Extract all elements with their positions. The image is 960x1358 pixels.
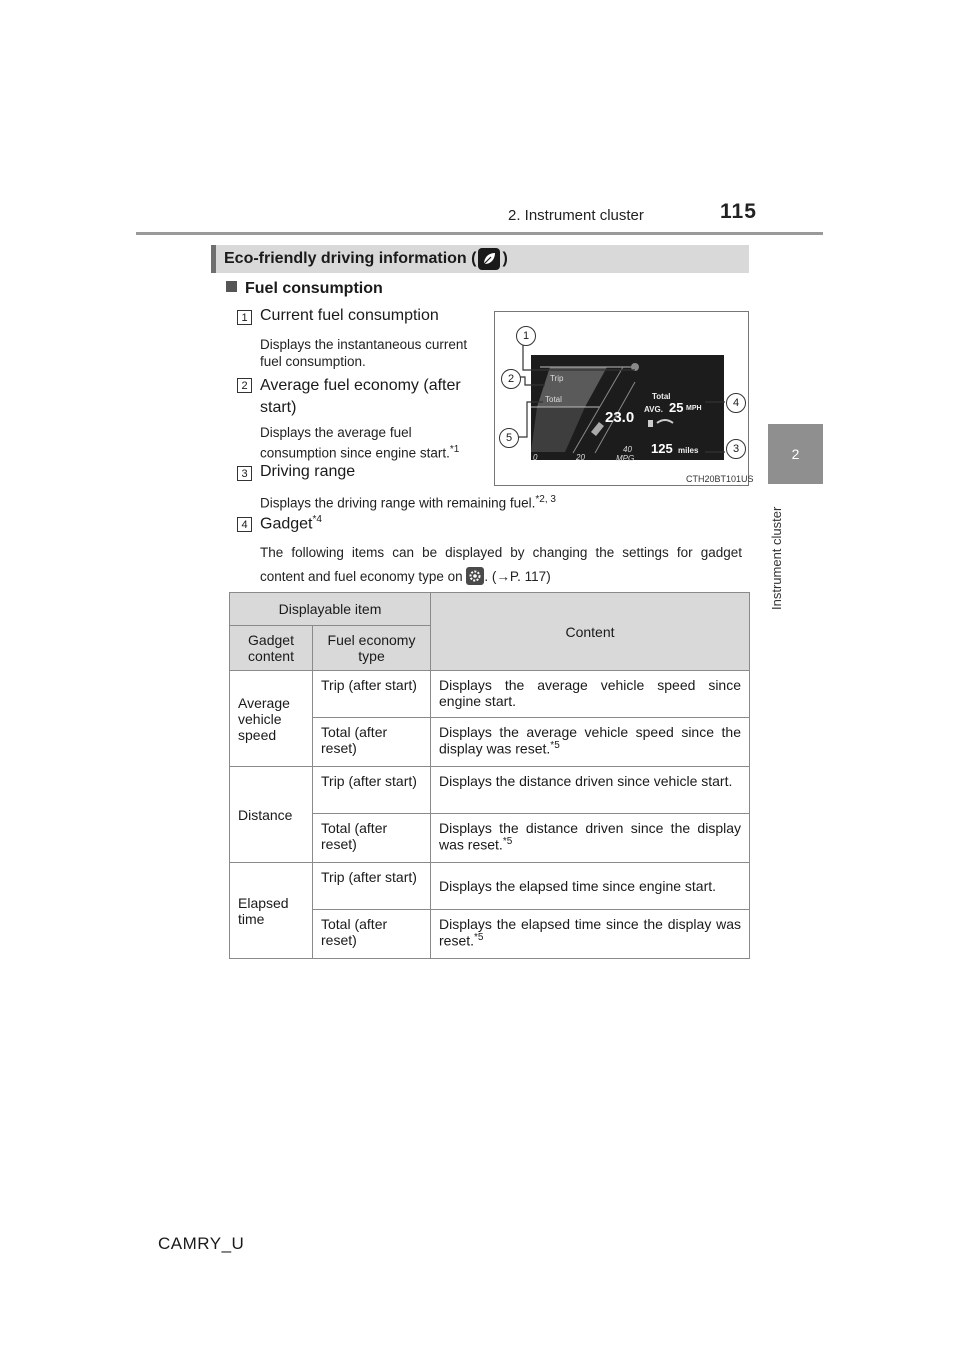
avg-speed-unit: MPH [686,405,702,412]
content-cell: Displays the distance driven since vehicle start. [431,767,750,814]
content-cell: Displays the distance driven since the display was reset.$^{*5}$ [431,814,750,863]
panel-total-label: Total [652,392,671,401]
avg-speed-value: 25 [669,400,684,415]
total-label: Total [545,395,562,404]
header-content: Content [431,593,750,671]
item-title: Current fuel consumption [260,307,439,324]
footer-model-code: CAMRY_U [158,1234,245,1253]
content-cell: Displays the average vehicle speed since the display was reset.$^{*5}$ [431,718,750,767]
table-row [230,671,750,718]
header-displayable-item: Displayable item [230,593,431,626]
callout-marker: 3 [726,439,746,459]
header-fuel-economy-type: Fuel economy type [313,626,431,671]
callout-marker: 5 [499,428,519,448]
item-number: 1 [237,310,252,325]
item-number: 4 [237,517,252,532]
item-number: 2 [237,378,252,393]
chapter-tab[interactable] [768,424,823,484]
type-cell: Trip (after start) [313,767,431,814]
content-cell: Displays the elapsed time since the display was reset.$^{*5}$ [431,910,750,959]
avg-label: AVG. [644,405,663,414]
header-gadget-content: Gadget content [230,626,313,671]
item-title: Driving range [260,463,356,480]
section-banner: Eco-friendly driving information ( ) [211,245,749,273]
range-value: 125 [651,441,673,456]
type-cell: Total (after reset) [313,814,431,863]
content-cell: Displays the average vehicle speed since engine start. [431,671,750,718]
displayable-items-table [229,592,750,959]
category-cell: Distance [230,767,313,863]
scale-tick: 20 [576,453,585,462]
instrument-cluster-figure [494,311,749,486]
scale-tick: 40 [623,445,632,454]
scale-unit: MPG [616,454,635,463]
page-number: 115 [720,200,757,223]
item-number: 3 [237,466,252,481]
item-description: Displays the driving range with remaining fuel.$^{*2, 3}$ [260,494,556,511]
type-cell: Total (after reset) [313,910,431,959]
chapter-number: 2 [791,446,800,462]
content-cell: Displays the elapsed time since engine start. [431,863,750,910]
table-row [230,863,750,910]
range-unit: miles [678,446,699,455]
trip-label: Trip [550,374,564,383]
callout-marker: 4 [726,393,746,413]
item-description: Displays the instantaneous current fuel consumption. [260,337,468,369]
section-title: 2. Instrument cluster [508,207,644,224]
item-title: Average fuel economy (after start) [260,377,461,416]
type-cell: Total (after reset) [313,718,431,767]
category-cell: Elapsed time [230,863,313,959]
table-row [230,767,750,814]
gear-settings-icon [466,567,484,585]
callout-marker: 2 [501,369,521,389]
eco-leaf-icon [478,248,500,270]
chapter-label: Instrument cluster [769,506,784,610]
type-cell: Trip (after start) [313,863,431,910]
callout-marker: 1 [516,326,536,346]
category-cell: Average vehicle speed [230,671,313,767]
item-description: The following items can be displayed by changing the settings for gadget content and fuel economy type on . (→P. 117) [260,545,742,584]
scale-tick: 0 [533,453,538,462]
item-title: Gadget$^{*4}$ [260,514,322,533]
subheading: Fuel consumption [226,280,383,298]
header-rule [136,232,823,235]
current-fuel-value: 23.0 [605,409,635,426]
type-cell: Trip (after start) [313,671,431,718]
item-description: Displays the average fuel consumption since engine start.$^{*1}$ [260,425,460,461]
figure-code: CTH20BT101US [686,474,754,484]
